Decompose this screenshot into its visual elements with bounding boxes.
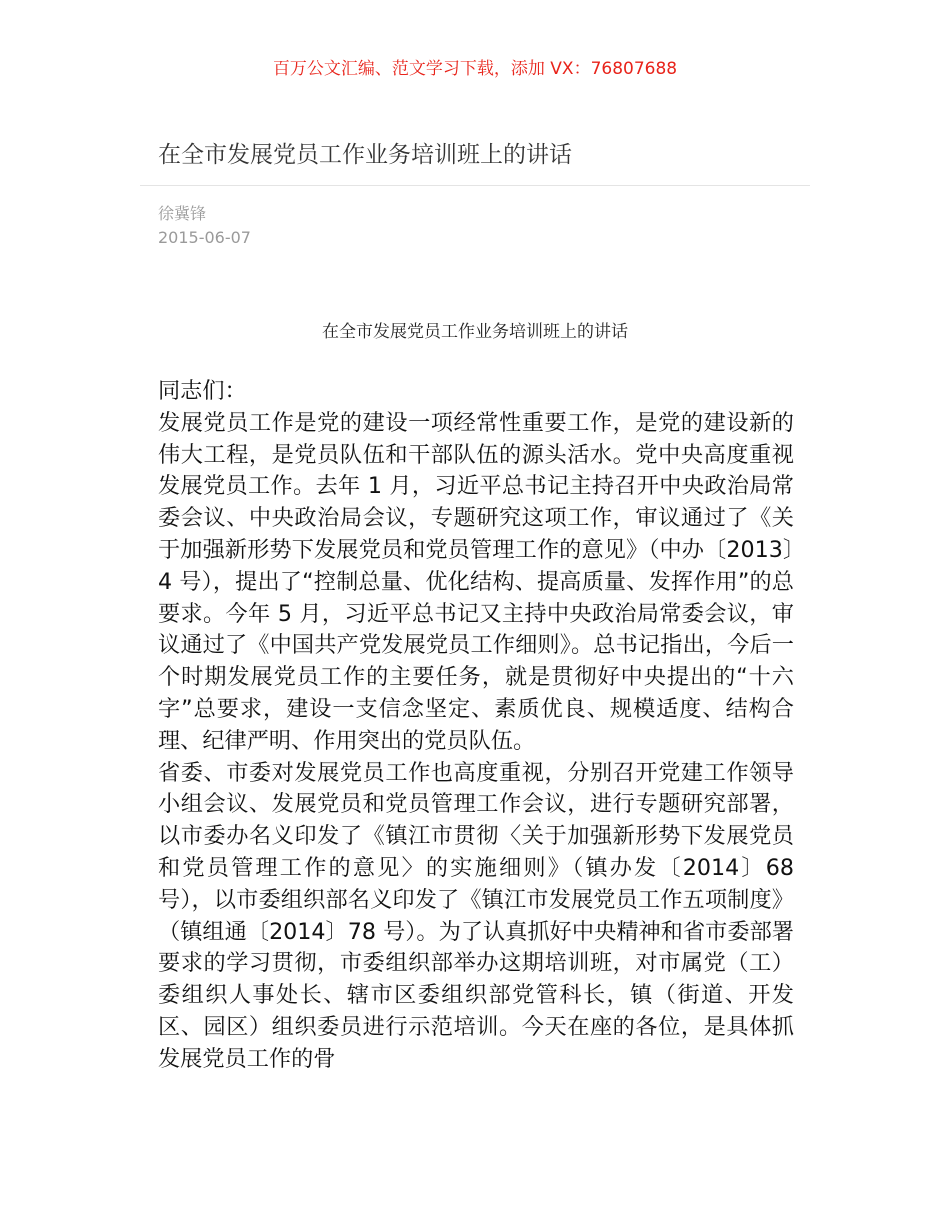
document-body bbox=[158, 376, 794, 1076]
article-author: 徐冀锋 bbox=[158, 204, 207, 223]
paragraph: 省委、市委对发展党员工作也高度重视，分别召开党建工作领导小组会议、发展党员和党员管理工作会议，进行专题研究部署，以市委办名义印发了《镇江市贯彻〈关于加强新形势下发展党员和党员管理工作的意见〉的实施细则》（镇办发〔2014〕68 号），以市委组织部名义印发了《镇江市发展党员工作五项制度》（镇组通〔2014〕78 号）。为了认真抓好中央精神和省市委部署要求的学习贯彻，市委组织部举办这期培训班，对市属党（工）委组织人事处长、辖市区委组织部党管科长，镇（街道、开发区、园区）组织委员进行示范培训。今天在座的各位，是具体抓发展党员工作的骨 bbox=[158, 759, 794, 1072]
salutation: 同志们： bbox=[158, 378, 247, 404]
document-heading: 在全市发展党员工作业务培训班上的讲话 bbox=[322, 322, 628, 342]
article-date: 2015-06-07 bbox=[158, 228, 251, 247]
title-divider bbox=[140, 185, 810, 186]
article-title: 在全市发展党员工作业务培训班上的讲话 bbox=[158, 142, 572, 168]
promo-banner: 百万公文汇编、范文学习下载，添加 VX：76807688 bbox=[272, 59, 678, 79]
paragraph: 发展党员工作是党的建设一项经常性重要工作，是党的建设新的伟大工程，是党员队伍和干部队伍的源头活水。党中央高度重视发展党员工作。去年 1 月，习近平总书记主持召开中央政治局常委会议、中央政治局会议，专题研究这项工作，审议通过了《关于加强新形势下发展党员和党员管理工作的意见》（中办〔2013〕4 号），提出了“控制总量、优化结构、提高质量、发挥作用”的总要求。今年 5 月，习近平总书记又主持中央政治局常委会议，审议通过了《中国共产党发展党员工作细则》。总书记指出，今后一个时期发展党员工作的主要任务，就是贯彻好中央提出的“十六字”总要求，建设一支信念坚定、素质优良、规模适度、结构合理、纪律严明、作用突出的党员队伍。 bbox=[158, 409, 794, 754]
